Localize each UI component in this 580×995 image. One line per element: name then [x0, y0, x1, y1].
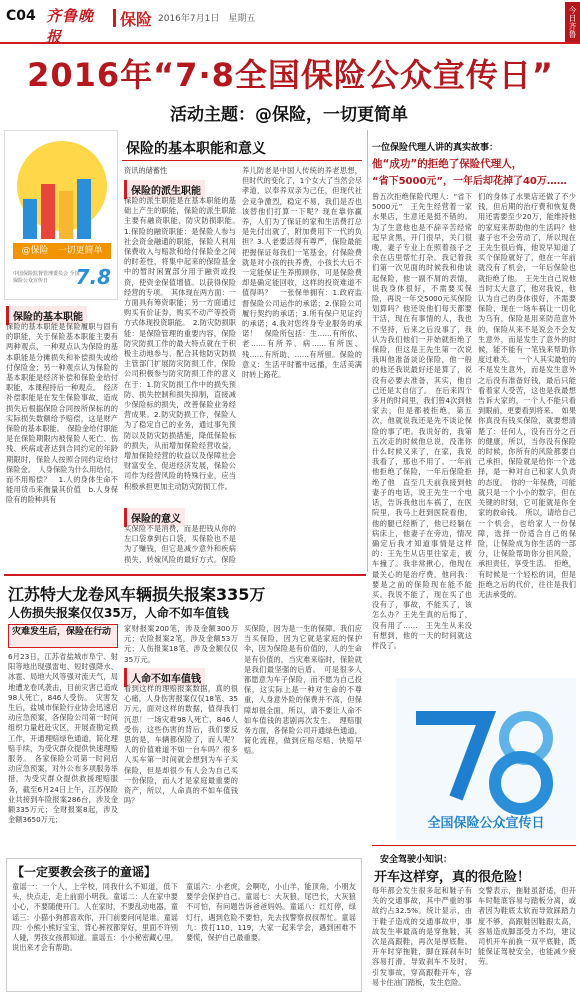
article1-col2b: 买保险不是消费，而是把钱从你的左口袋拿到右口袋，买保险也不是为了赚钱，但它是减少意外和疾病损失、转嫁风险的最好方式。保险: [124, 524, 236, 564]
article1-title: 保险的基本职能和意义: [126, 141, 266, 157]
article1-col1: 保险的基本职能是保险履职与固有的职能，关于保险基本职能主要有两种观点，一种观点认为保险的基本职能是分摊损失和补偿损失或给付保险金；另一种观点认为保险的基本职能是经济补偿和保险金给付职能，本课程持后一种观点。 经济补偿职能是在发生保险事故，造成损失后根据保险合同按所保标的的实际损失数额给予赔偿，这是财产保险的基本职能。 保险金给付职能是在保险期限内被保险人死亡、伤残、疾病或者达到合同约定的年龄期限时，保险人按照合同约定给付保险金。 人身保险为什么用给付，而不用赔偿？ 1.人的身体生命不能用货币来衡量其价值 b.人身保险有的险种具有: [6, 322, 118, 505]
kids-rhymes-left: 童谣一：一个人，上学校，同我什么不知道，低下头，快点走，走上前面小明我。童谣二：人在家中要小心，不要随便开门。人在家时，不要乱动电器。童谣三：小猫小狗都喜欢你，开门前要问问是谁。童谣四：小熊小熊好宝宝，背心裤衩都穿好，里面不许别人碰，男孩女孩都知道。童谣五：小小秘密藏心里，说出来才会有帮助。: [12, 882, 178, 953]
column-tag: 今日齐鲁: [565, 2, 580, 42]
kids-rhymes-title: 【一定要教会孩子的童谣】: [12, 865, 157, 879]
article3-box-text: 灾难发生后，保险在行动: [12, 627, 112, 637]
section-title: 保险: [120, 10, 153, 29]
page-number: C04: [6, 8, 36, 24]
newspaper-logo: 齐鲁晚报: [46, 7, 95, 46]
article1-col2-head: 资讯的储蓄性: [124, 166, 168, 175]
campaign-graphic: [396, 678, 576, 840]
main-headline: 2016年“7·8全国保险公众宣传日”: [27, 56, 554, 94]
article3-col1: 6月23日，江苏省盐城市阜宁、射阳等地出现强雷电、短时强降水、冰雹、局地大风等强对流天气，局地遭龙卷风袭击，目前灾害已造成98人死亡，846人受伤。 灾害发生后，盐城市保险行业协会迅速启动应急预案，各保险公司第一时间组织力量赶赴灾区，开展查勘定损工作，开通理赔绿色通道，简化理赔手续，为受灾群众提供快速理赔服务。 各家保险公司第一时间启动应急预案，对外公布多项服务举措，为受灾群众提供救援理赔服务，截至6月24日上午，江苏保险业共接到车险报案286台，涉及金额335万元；全财报案8起，涉及金额3650万元；: [8, 652, 118, 825]
article2-intro: 一位保险代理人讲的真实故事：: [372, 143, 499, 153]
building-graphic: [23, 199, 37, 239]
seven-stroke: [416, 718, 486, 798]
article2-col2: 们的身体了水果店还做了不少钱，但后期的治疗费和恢复费用还需要至少20万，能维持他的家庭来帮助他的生活吗？他妻子也不会劳动了，所以现在王先生很后悔，他说早知道了买个保险就好了，他在一年前就没有了机会，一年后保险也就拒绝了他。 王先生自己说他当时太大意了，他对我说，他认为自己的身体很好，不需要保险，现在一场车祸让一切化为乌有，保险是用来防范意外的，保险从来不是说会不会发生意外，而是发生了意外的时候，能不能有一笔钱来帮助你度过难关。 一个人其实最怕的不是发生意外，而是发生意外之后没有准备好钱，最后只能看着家人受苦，这也是我最想告诉大家的，一个人不能只看到眼前，更要看到将来。 如果你真没有钱买保险，就要想清楚了：任何人，没有百分之百的健康，所以，当你没有保险的时候，你所有的风险都要自己承担，保险就是给你一个选择，是一种对自己和家人负责的态度。 你的一年保费，可能就只是一个小小的数字，但在关键的时刻，它可能就是你全家的救命钱。 所以，请给自己一个机会，也给家人一份保障，选择一份适合自己的保险，让保险成为你生活的一部分，让保险帮助你分担风险，承担责任，享受生活。 拒绝，有时候是一个轻松的词，但是拒绝之后的代价，往往是我们无法承受的。: [478, 192, 576, 599]
poster-caption: 中国保险监督管理委员会 全国保险公众宣传日: [13, 271, 80, 284]
kids-rhymes-right: 童谣六：小老虎，会啊吃，小山羊，能顶角，小朋友要学会保护自己。童谣七：大灰狼，尾巴长，大灰狼不可怕，有问题告诉爸爸妈妈。童谣八：红灯停，绿灯行，遇到危险不要怕，先去找警察叔叔帮忙。童谣九：拨打110、119，大家一起来学会，遇到困难不要慌，保护自己最重要。: [186, 882, 356, 943]
poster-slogan: @保险 一切更简单: [13, 243, 111, 259]
article3-rule: [4, 574, 366, 576]
eight-bottom: [495, 757, 547, 809]
article4-rule: [372, 845, 576, 846]
article2-title-line2: “省下5000元”，一年后却花掉了40万……: [372, 176, 567, 187]
poster-mark: 7.8: [75, 265, 111, 289]
campaign-caption: 全国保险公众宣传日: [427, 816, 545, 831]
section-divider: [113, 9, 116, 27]
article1-col2: 保险的派生职能是在基本职能的基础上产生的职能，保险的派生职能主要有融资职能、防灾防损职能。 1.保险的融资职能：是保险人参与社会资金融通的职能，保险人利用保费收入与赔款和给付保险金之间的时差性，将集中起来的保险基金中的暂时闲置部分用于融资或投资，使资金保值增值。以获得保险经营的专项。 其体现在两方面：一方面具有筹资职能；另一方面通过购买有价证券，购买不动产等投资方式体现投资职能。 2.防灾防损职能：是保险管理的重要内容，保险防灾防损工作的最大特点就在于积极主动地参与、配合其他防灾防损主管部门扩展防灾防损工作，保险公司积极参与防灾防损工作的意义在于：1.防灾防损工作中的损失预防、损失控制和损失抑制，直接减少保险标的损失，改善保险业务经营成果。2.防灾防损工作，保险人为了稳定自己的业务，通过事先预防以及防灾防损措施，降低保险标的损失，从而增加保险经营收益，增加保险经营的收益以及保障社会财富安全，促进经济发展，保险公司作为经营风险的特殊行业，应当积极承担更加主动防灾防损工作。: [124, 196, 236, 491]
article1-subhead-meaning: 保险的意义: [124, 508, 185, 527]
article3-subtitle: 人伤损失报案仅仅35万，人命不如车值钱: [8, 606, 229, 620]
article1-col3: 养儿防老是中国人传统的养老思想，但时代的变化了，1个女大了当然会尽孝道，以奉养双亲为己任，但现代社会竞争激烈，稳定不易，我们是否也该替他们打算一下呢？现在靠你赢养，人们为了保证的家和生活费打总是先付出就了，附加费用下一代的负担？3.人老要活得有尊严，保险最能把握保证每我们一笔基金，付保险费就是对小孩的扶养费，小孩长大后不一定能保证生养照顾你，可是保险费却是确定能回收，这样的投资难道不值得吗？ 一张保单拥有：1.政府监督保险公司运作的承诺；2.保险公司履行契约的承诺；3.所有保户见证约的承诺；4.我对您终身专业服务的承诺！ 保险所包括：生……有所依、老……有所养、病……有所医、残……有所助、……有所留。保险的意义：生活平时蓄中远播，生活美满时转上路花。: [242, 166, 362, 380]
article4-label: 安全驾驶小知识：: [380, 855, 453, 865]
article2-title-line1: 他“成功”的拒绝了保险代理人，: [372, 158, 523, 170]
article1-subhead-derived: 保险的派生职能: [124, 180, 205, 199]
building-graphic: [77, 179, 91, 239]
article1-rule: [122, 160, 362, 161]
column-divider: [367, 130, 368, 572]
article3-col3: 买保险，因为是一生的保障。我们应当买保险，因为它就是家庭的保护伞，因为保险是有价值的，人的生命是有价值的，当灾难来临时，保险就是我们最坚强的后盾。 可是很多人都愿意为车子保险，而不愿为自己投保，这实际上是一种对生命的不尊重，人身意外险的保费并不高，但保障却很全面，所以，请不要让人命不如车值钱的悲剧再次发生。 理赔服务方面，各保险公司开通绿色通道，简化流程，做到应赔尽赔、快赔早赔。: [244, 624, 362, 756]
article3-box: [8, 624, 118, 648]
article4-title: 开车这样穿，真的很危险！: [374, 870, 531, 885]
article3-col2: 家财报案200笔，涉及金额300万元；农险报案2笔，涉及金额53万元；人伤报案18笔，涉及金额仅仅35万元。: [124, 624, 238, 664]
main-theme: 活动主题：@保险，一切更简单: [170, 105, 408, 125]
building-graphic: [41, 184, 55, 239]
article4-col1: 每年都会发生很多起和鞋子有关的交通事故，其中严重的事故约占32.5%。统计显示，由于鞋子造成的交通事故中，事故发生率最高的是穿拖鞋，其次是高跟鞋，再次是厚底鞋。开车时穿拖鞋，脚在踩刹车时容易打滑，导致刹车不及时，引发事故，穿高跟鞋开车，容易卡住油门踏板，发生危险。: [372, 886, 472, 987]
article3-col2b: 看到这样的理赔报案数据，真的很心痛，人身伤害报案仅仅18笔、35万元，面对这样的数据，值得我们沉思！一场灾难98人死亡，846人受伤，这些伤害的背后，我们要反思的是，车辆都保险了，而人呢？人的价值难道不如一台车吗？很多人买车第一时间就会想到为车子买保险，但是却很少有人会为自己买一份保险，而人才是家庭最重要的资产，所以，人命真的不如车值钱吗？: [124, 684, 238, 806]
article4-col2: 交警表示，拖鞋虽舒适，但开车时鞋底容易与踏板分离，或者因为鞋底太软而导致踩踏力度不够，高跟鞋因鞋跟太高，容易造成脚部受力不均，建议司机开车前换一双平底鞋，既能保证驾驶安全，也能减少疲劳。: [478, 886, 576, 967]
article1-subhead-left: 保险的基本职能: [6, 306, 87, 325]
issue-date: 2016年7月1日 星期五: [158, 14, 256, 24]
article3-title: 江苏特大龙卷风车辆损失报案335万: [8, 585, 266, 604]
article3-subhead: 人命不如车值钱: [124, 668, 205, 687]
building-graphic: [59, 191, 73, 239]
article2-col1: 曾五次拒绝保险代理人：“省下5000元” 王先生经营着一家水果店，生意还是挺不错的。为了生意他也是不辞辛苦经常起早贪黑，开门很早，关门很晚，妻子专业上在照着孩子之余在店里帮忙打杂。我记着我们第一次见面的时候我和他谈起保险，他一副不屑的表情，说我身体很好，不需要买保险，再说一年交5000元买保险划算吗？他还说他们每天都要干活，现在有事情的人，我也不坚持，后来之后没事了，我认为我们他们一开始就拒绝了保险，但这是王先生第一次说我叫他准备谈论保险，他一般的他还我说最好还是算了，说没有必要去准备，其实，他自己还是太自信了。 在后来四个多月的时间里，我们曾4次到他家去，但是都被拒绝，第五次，他就说我还是先不谈论保险的事了吧。我说好的，我第五次走的时候他总说，没准你什么时候又来了，在家，我说我看了，那也不用了。一年前他拒绝了保险，一年后保险拒绝了他 直至几天前我接到他妻子的电话，说王先生一个电话，告诉我他出车祸了，在医院里，我马上赶到医院看他，他的腿已经断了，他已经躺在病床上，他妻子在旁边，情况确定后我才知道事情是这样的：王先生从店里往家走，被车撞了。我非常揪心，他现在最关心的是治疗费，他问我：要是之前的保险现在能不能买。我说不能了，现在买了也没有了，事故，不能买了，该怎么办？王先生真的后悔了，没有用了…… 王先生从来没有想到，他的一天的时间就这样没了。: [372, 192, 472, 650]
campaign-poster: [4, 130, 118, 300]
